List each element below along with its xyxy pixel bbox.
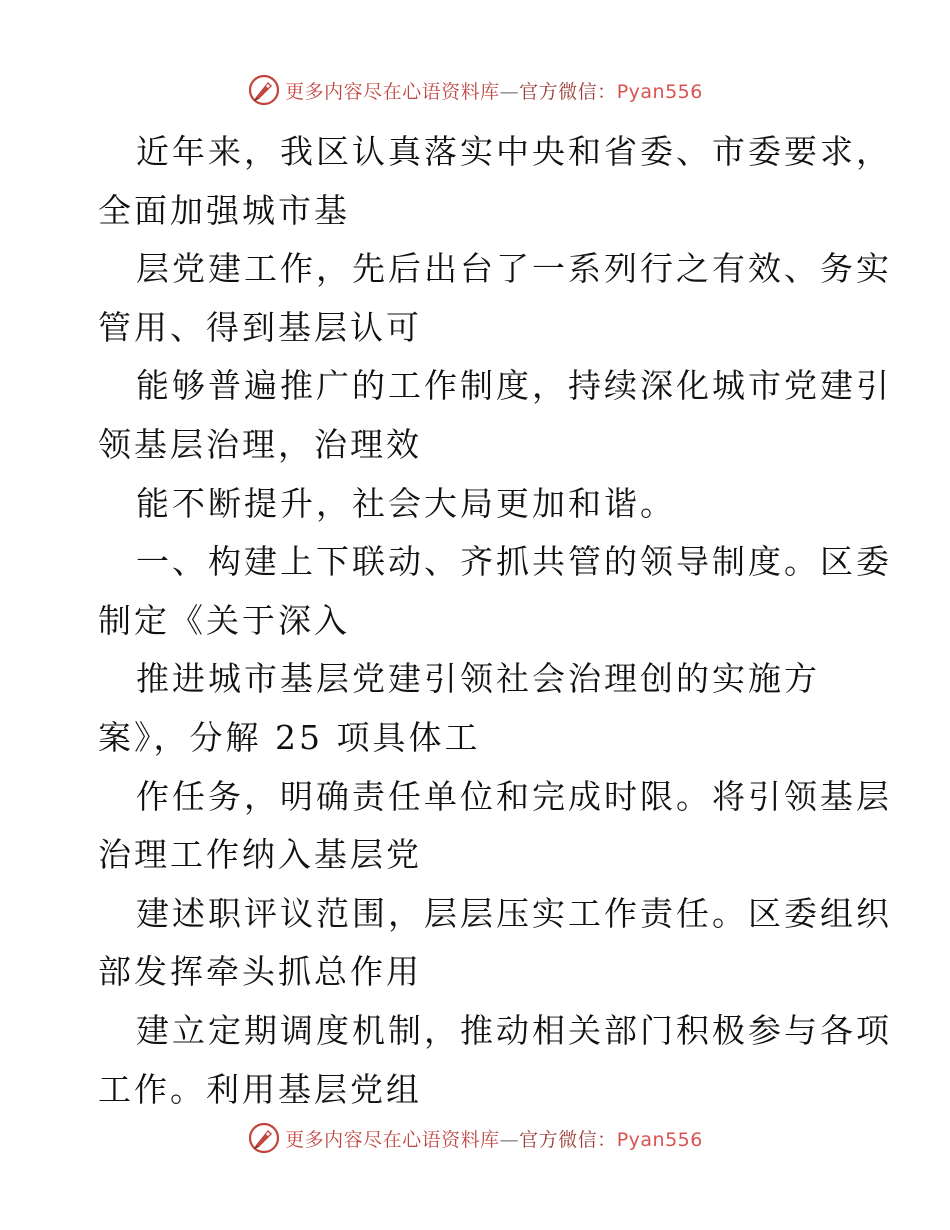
- header-text-wechat: 官方微信：: [519, 80, 617, 103]
- footer-text-account: Pyan556: [616, 1128, 703, 1151]
- header-watermark-text: [285, 77, 703, 104]
- body-line-5: 能够普遍推广的工作制度，持续深化城市党建引: [136, 366, 892, 406]
- body-line-16: 建立定期调度机制，推动相关部门积极参与各项: [136, 1010, 892, 1050]
- header-separator: —: [499, 80, 520, 103]
- pen-nib-logo-icon: [247, 1121, 281, 1155]
- body-line-2: 全面加强城市基: [98, 190, 350, 230]
- footer-watermark-banner: [0, 1118, 950, 1158]
- footer-text-wechat: 官方微信：: [519, 1128, 617, 1151]
- body-line-17: 工作。利用基层党组: [98, 1069, 422, 1109]
- body-line-9: 制定《关于深入: [98, 600, 350, 640]
- body-line-12: 作任务，明确责任单位和完成时限。将引领基层: [136, 776, 892, 816]
- body-line-8: 一、构建上下联动、齐抓共管的领导制度。区委: [136, 542, 892, 582]
- pen-nib-logo-icon: [247, 73, 281, 107]
- document-body: [98, 123, 892, 1119]
- body-line-4: 管用、得到基层认可: [98, 307, 422, 347]
- body-line-1: 近年来，我区认真落实中央和省委、市委要求，: [136, 132, 892, 171]
- body-line-11: 案》，分解 25 项具体工: [98, 717, 481, 757]
- body-line-13: 治理工作纳入基层党: [98, 835, 422, 875]
- header-text-main: 更多内容尽在心语资料库: [285, 80, 500, 103]
- body-line-3: 层党建工作，先后出台了一系列行之有效、务实: [136, 249, 892, 289]
- body-line-7: 能不断提升，社会大局更加和谐。: [136, 483, 676, 523]
- footer-separator: —: [499, 1128, 520, 1151]
- footer-text-main: 更多内容尽在心语资料库: [285, 1128, 500, 1151]
- body-line-14: 建述职评议范围，层层压实工作责任。区委组织: [136, 893, 892, 933]
- body-line-6: 领基层治理，治理效: [98, 424, 422, 464]
- header-text-account: Pyan556: [616, 80, 703, 103]
- body-line-10: 推进城市基层党建引领社会治理创的实施方: [136, 659, 820, 699]
- header-watermark-banner: [0, 70, 950, 110]
- footer-watermark-text: [285, 1125, 703, 1152]
- body-line-15: 部发挥牵头抓总作用: [98, 952, 422, 992]
